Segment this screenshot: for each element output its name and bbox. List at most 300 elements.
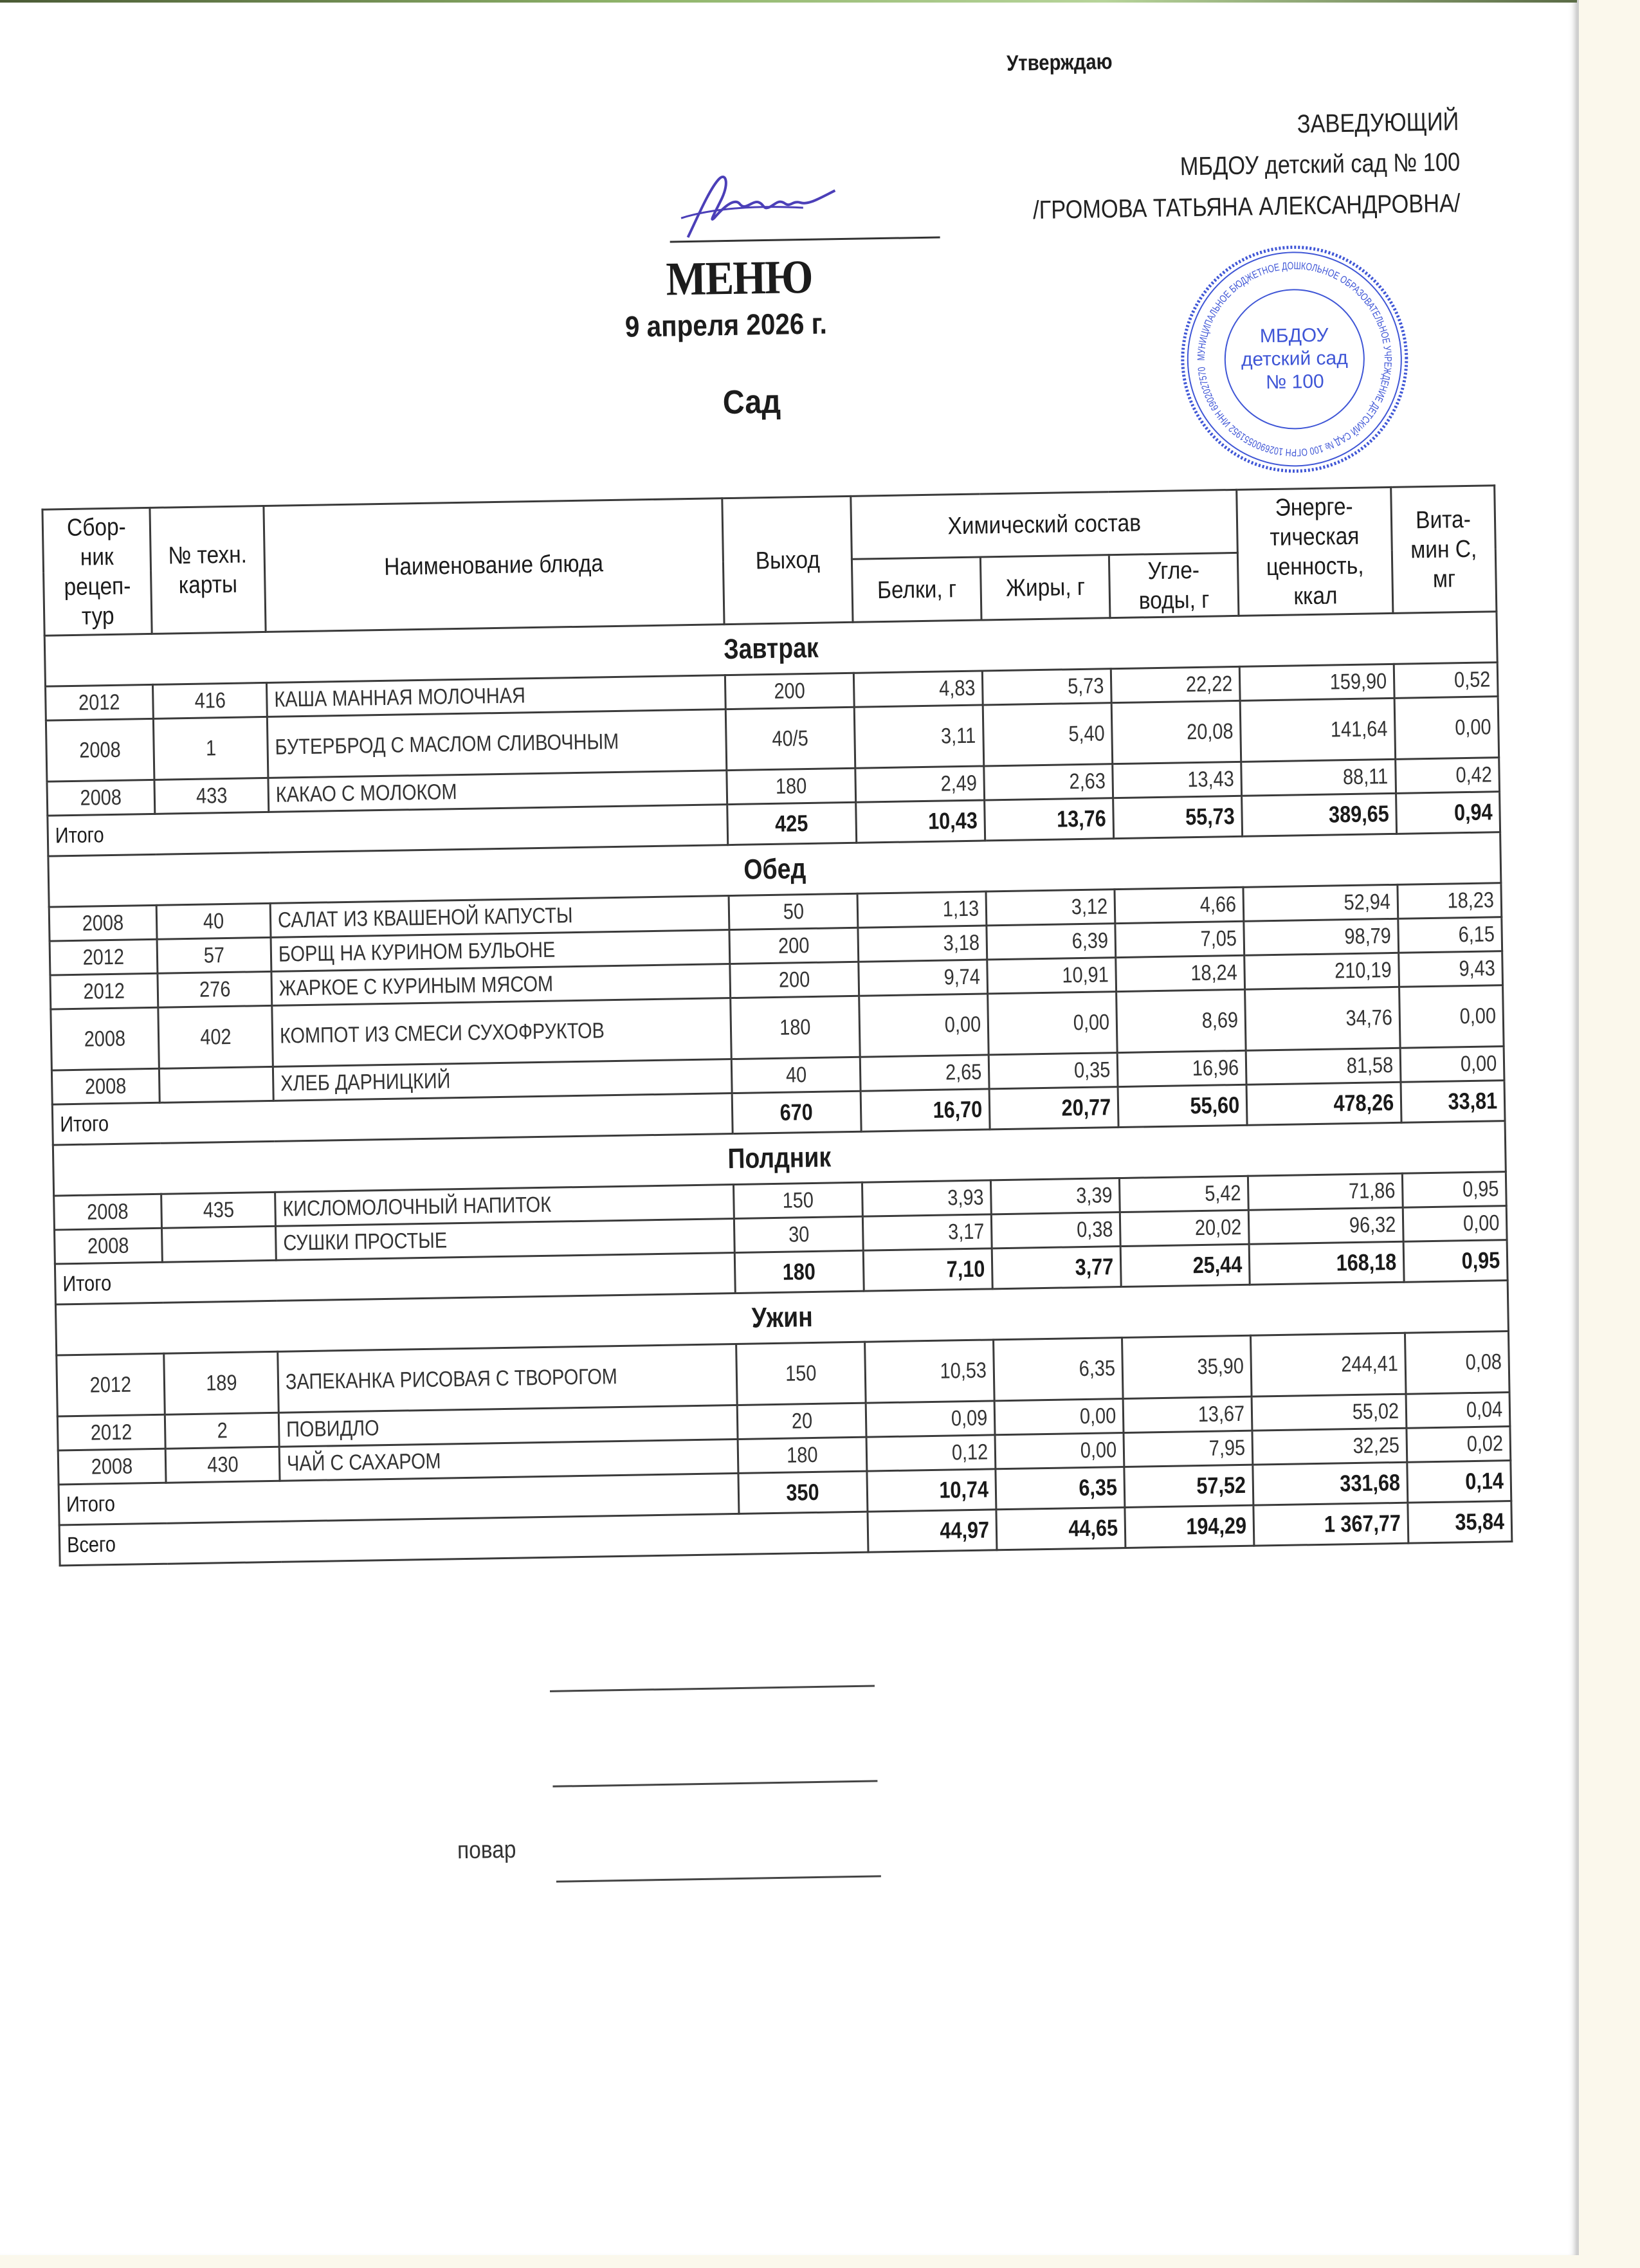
cell-yield bbox=[725, 673, 854, 709]
cell-yield-text: 150 bbox=[785, 1360, 817, 1386]
cell-vitamin-c-text: 0,00 bbox=[1459, 1003, 1497, 1029]
cell-dish-name-text: САЛАТ ИЗ КВАШЕНОЙ КАПУСТЫ bbox=[277, 903, 573, 933]
cell-yield bbox=[733, 1182, 862, 1218]
cell-protein-text: 3,11 bbox=[941, 723, 976, 749]
cell-protein bbox=[859, 960, 988, 996]
total-fat bbox=[985, 798, 1114, 841]
cell-card-no bbox=[159, 1066, 273, 1102]
total-vitamin-c-text: 0,94 bbox=[1453, 798, 1493, 826]
total-energy-text: 331,68 bbox=[1339, 1468, 1401, 1497]
cell-vitamin-c bbox=[1394, 697, 1499, 760]
cell-energy bbox=[1250, 1333, 1406, 1396]
cell-yield bbox=[729, 893, 858, 929]
cell-carbs bbox=[1119, 1176, 1248, 1212]
cell-fat bbox=[988, 992, 1118, 1055]
total-energy bbox=[1253, 1462, 1408, 1505]
total-vitamin-c bbox=[1407, 1461, 1511, 1503]
total-label-text: Итого bbox=[59, 1111, 109, 1137]
cell-card-no-text: 402 bbox=[199, 1024, 232, 1050]
total-label-text: Итого bbox=[66, 1491, 116, 1517]
cell-fat-text: 0,38 bbox=[1076, 1216, 1113, 1242]
header-protein: Белки, г bbox=[852, 557, 981, 622]
cell-vitamin-c-text: 18,23 bbox=[1447, 887, 1495, 913]
cell-card-no bbox=[157, 937, 271, 973]
cell-card-no bbox=[165, 1413, 279, 1449]
cell-card-no bbox=[165, 1447, 280, 1483]
cell-protein-text: 0,12 bbox=[951, 1440, 989, 1465]
cell-yield-text: 20 bbox=[791, 1408, 812, 1434]
cell-energy bbox=[1239, 664, 1394, 700]
cell-carbs-text: 13,43 bbox=[1187, 766, 1234, 792]
cell-vitamin-c-text: 9,43 bbox=[1459, 955, 1495, 981]
cell-protein-text: 10,53 bbox=[940, 1358, 987, 1384]
cell-card-no bbox=[158, 1005, 273, 1068]
cell-collection-text: 2008 bbox=[80, 785, 122, 810]
cell-vitamin-c bbox=[1406, 1393, 1510, 1429]
total-energy bbox=[1249, 1241, 1404, 1285]
menu-date: 9 апреля 2026 г. bbox=[624, 306, 828, 343]
cell-carbs-text: 8,69 bbox=[1201, 1007, 1239, 1033]
cell-yield-text: 150 bbox=[782, 1187, 814, 1213]
total-protein-text: 10,43 bbox=[927, 807, 978, 834]
director-position: ЗАВЕДУЮЩИЙ bbox=[1297, 107, 1460, 139]
cell-card-no-text: 430 bbox=[206, 1452, 239, 1477]
total-energy-text: 389,65 bbox=[1328, 800, 1389, 828]
cell-protein bbox=[862, 1180, 991, 1216]
cell-vitamin-c-text: 0,00 bbox=[1460, 1050, 1497, 1076]
total-protein-text: 16,70 bbox=[933, 1095, 983, 1123]
cell-vitamin-c bbox=[1402, 1172, 1506, 1208]
cell-energy bbox=[1248, 1173, 1403, 1210]
cell-dish-name bbox=[272, 998, 731, 1067]
cell-yield-text: 180 bbox=[775, 773, 807, 799]
cell-collection bbox=[58, 1449, 166, 1485]
grand-total-fat bbox=[996, 1508, 1125, 1550]
total-protein bbox=[863, 1248, 992, 1291]
stamp-center-line: № 100 bbox=[1265, 370, 1324, 394]
cell-vitamin-c bbox=[1405, 1331, 1509, 1395]
cell-energy-text: 159,90 bbox=[1329, 668, 1387, 695]
cell-carbs-text: 35,90 bbox=[1197, 1353, 1244, 1379]
stamp-center-line: МБДОУ bbox=[1259, 324, 1329, 347]
grand-total-vitc-text: 35,84 bbox=[1454, 1508, 1505, 1535]
cell-fat bbox=[986, 890, 1115, 926]
cell-fat-text: 0,00 bbox=[1080, 1437, 1117, 1463]
cell-carbs-text: 18,24 bbox=[1190, 960, 1237, 985]
total-carbs bbox=[1124, 1465, 1253, 1507]
cell-collection-text: 2008 bbox=[87, 1199, 129, 1225]
cell-fat bbox=[987, 924, 1116, 960]
cell-card-no bbox=[152, 682, 267, 718]
cell-collection-text: 2012 bbox=[89, 1372, 132, 1398]
total-vitamin-c-text: 33,81 bbox=[1448, 1087, 1498, 1115]
cell-energy-text: 71,86 bbox=[1348, 1178, 1396, 1203]
cell-fat bbox=[991, 1212, 1120, 1248]
grand-total-fat-text: 44,65 bbox=[1068, 1514, 1118, 1542]
cell-carbs bbox=[1115, 921, 1244, 957]
cell-dish-name-text: БОРЩ НА КУРИНОМ БУЛЬОНЕ bbox=[278, 937, 556, 967]
cell-vitamin-c bbox=[1399, 951, 1503, 987]
cell-collection-text: 2008 bbox=[82, 910, 124, 936]
cell-yield bbox=[725, 707, 855, 770]
group-name: Сад bbox=[722, 383, 781, 422]
cook-signature-line bbox=[556, 1875, 881, 1882]
cell-collection bbox=[47, 780, 155, 816]
cell-vitamin-c bbox=[1407, 1427, 1511, 1463]
cell-yield bbox=[738, 1437, 867, 1473]
cell-carbs bbox=[1111, 700, 1241, 764]
grand-total-protein-text: 44,97 bbox=[940, 1516, 990, 1544]
cell-protein-text: 3,93 bbox=[947, 1185, 984, 1211]
cell-fat-text: 0,00 bbox=[1079, 1403, 1116, 1429]
total-yield bbox=[734, 1250, 864, 1293]
total-fat-text: 13,76 bbox=[1056, 805, 1106, 832]
cell-protein-text: 3,17 bbox=[947, 1219, 985, 1244]
cell-collection-text: 2012 bbox=[90, 1420, 132, 1445]
cell-dish-name-text: ХЛЕБ ДАРНИЦКИЙ bbox=[280, 1068, 451, 1096]
section-title-text: Полдник bbox=[727, 1141, 832, 1175]
total-fat-text: 6,35 bbox=[1078, 1474, 1118, 1501]
grand-total-vitc bbox=[1408, 1501, 1512, 1544]
cell-vitamin-c-text: 0,08 bbox=[1465, 1349, 1502, 1375]
cell-carbs bbox=[1117, 1050, 1246, 1086]
cell-dish-name-text: СУШКИ ПРОСТЫЕ bbox=[283, 1228, 448, 1256]
cell-protein-text: 2,65 bbox=[945, 1059, 982, 1085]
cell-energy bbox=[1243, 884, 1398, 921]
total-protein bbox=[861, 1089, 990, 1131]
cell-vitamin-c bbox=[1396, 758, 1500, 794]
cell-collection bbox=[49, 905, 157, 941]
cell-carbs-text: 13,67 bbox=[1198, 1401, 1245, 1427]
cell-carbs bbox=[1116, 989, 1246, 1052]
total-energy bbox=[1242, 793, 1397, 836]
cell-yield bbox=[731, 996, 861, 1059]
official-stamp bbox=[1177, 241, 1412, 477]
cell-collection bbox=[54, 1194, 162, 1230]
cell-protein-text: 4,83 bbox=[938, 675, 976, 701]
cell-card-no-text: 189 bbox=[205, 1370, 237, 1396]
total-yield-text: 350 bbox=[786, 1478, 820, 1506]
total-label-text: Итого bbox=[62, 1270, 112, 1296]
cell-card-no-text: 1 bbox=[205, 735, 216, 761]
cell-energy bbox=[1252, 1394, 1407, 1431]
organization-name: МБДОУ детский сад № 100 bbox=[1180, 148, 1461, 181]
cell-collection bbox=[57, 1414, 165, 1450]
cell-dish-name bbox=[278, 1344, 737, 1413]
total-protein-text: 7,10 bbox=[946, 1255, 985, 1283]
total-protein-text: 10,74 bbox=[938, 1476, 989, 1503]
total-yield bbox=[727, 802, 857, 845]
total-energy-text: 168,18 bbox=[1336, 1248, 1397, 1276]
signature-line bbox=[550, 1685, 875, 1692]
cell-fat bbox=[984, 764, 1113, 800]
header-dish-name: Наименование блюда bbox=[264, 498, 724, 632]
header-collection: Сбор-ник рецеп-тур bbox=[42, 508, 152, 636]
cell-protein bbox=[859, 994, 989, 1057]
cell-carbs-text: 5,42 bbox=[1204, 1180, 1241, 1206]
total-protein bbox=[856, 800, 985, 843]
cell-dish-name-text: ПОВИДЛО bbox=[286, 1416, 379, 1442]
cell-energy bbox=[1244, 919, 1399, 955]
menu-table bbox=[41, 484, 1513, 1566]
total-vitamin-c bbox=[1403, 1240, 1508, 1283]
total-energy-text: 478,26 bbox=[1333, 1088, 1394, 1117]
cell-dish-name-text: КАКАО С МОЛОКОМ bbox=[275, 780, 457, 807]
cell-fat bbox=[983, 703, 1113, 766]
cell-energy-text: 96,32 bbox=[1349, 1212, 1396, 1238]
total-carbs-text: 25,44 bbox=[1192, 1250, 1243, 1279]
cell-vitamin-c bbox=[1400, 1047, 1504, 1083]
cell-fat-text: 0,00 bbox=[1073, 1009, 1110, 1035]
cell-energy bbox=[1246, 1048, 1401, 1084]
page-title: МЕНЮ bbox=[665, 250, 813, 306]
cook-label: повар bbox=[457, 1836, 516, 1865]
cell-vitamin-c-text: 0,00 bbox=[1462, 1210, 1500, 1236]
total-carbs-text: 55,73 bbox=[1185, 803, 1235, 830]
total-energy bbox=[1246, 1082, 1401, 1125]
cell-collection-text: 2008 bbox=[84, 1074, 127, 1099]
total-yield bbox=[738, 1471, 868, 1514]
cell-vitamin-c-text: 0,95 bbox=[1462, 1176, 1499, 1202]
cell-card-no-text: 57 bbox=[203, 942, 225, 968]
cell-carbs-text: 20,02 bbox=[1194, 1214, 1242, 1240]
cell-fat bbox=[989, 1053, 1118, 1089]
section-title-text: Завтрак bbox=[723, 632, 819, 666]
header-fat: Жиры, г bbox=[980, 555, 1110, 620]
cell-energy-text: 244,41 bbox=[1341, 1351, 1399, 1376]
cell-yield bbox=[727, 768, 856, 804]
section-title-text: Обед bbox=[743, 853, 806, 886]
cell-energy bbox=[1241, 759, 1396, 796]
total-carbs bbox=[1118, 1084, 1247, 1127]
cell-carbs bbox=[1111, 666, 1240, 702]
total-fat-text: 3,77 bbox=[1075, 1253, 1114, 1281]
cell-protein bbox=[855, 766, 985, 802]
signature-line bbox=[552, 1780, 877, 1787]
total-carbs bbox=[1113, 796, 1243, 838]
cell-collection-text: 2012 bbox=[78, 690, 120, 715]
cell-card-no bbox=[154, 778, 269, 814]
grand-total-energy-text: 1 367,77 bbox=[1324, 1509, 1401, 1537]
cell-carbs-text: 4,66 bbox=[1199, 892, 1237, 917]
total-yield bbox=[732, 1091, 861, 1133]
cell-fat-text: 6,39 bbox=[1071, 928, 1109, 953]
cell-fat bbox=[982, 669, 1111, 705]
cell-dish-name-text: ЗАПЕКАНКА РИСОВАЯ С ТВОРОГОМ bbox=[285, 1364, 618, 1395]
cell-carbs-text: 7,05 bbox=[1200, 926, 1237, 951]
cell-yield bbox=[737, 1403, 866, 1439]
cell-protein-text: 1,13 bbox=[942, 896, 979, 922]
cell-energy-text: 55,02 bbox=[1352, 1398, 1399, 1424]
cell-collection bbox=[57, 1353, 165, 1416]
handwritten-signature bbox=[674, 167, 868, 241]
header-energy: Энерге-тическая ценность, ккал bbox=[1237, 487, 1393, 616]
total-yield-text: 180 bbox=[782, 1257, 816, 1285]
cell-vitamin-c-text: 0,02 bbox=[1466, 1431, 1504, 1456]
cell-energy bbox=[1244, 953, 1399, 989]
cell-card-no bbox=[161, 1192, 276, 1228]
section-title-text: Ужин bbox=[751, 1301, 813, 1334]
cell-carbs bbox=[1113, 762, 1242, 798]
grand-total-label-text: Всего bbox=[66, 1532, 116, 1557]
total-fat bbox=[992, 1247, 1121, 1289]
cell-collection bbox=[50, 939, 158, 975]
cell-yield-text: 40/5 bbox=[772, 726, 809, 751]
menu-table-body bbox=[44, 612, 1512, 1566]
cell-protein-text: 9,74 bbox=[943, 964, 981, 990]
cell-collection-text: 2008 bbox=[91, 1454, 133, 1479]
cell-fat-text: 10,91 bbox=[1062, 962, 1109, 988]
cell-protein-text: 2,49 bbox=[940, 771, 978, 796]
cell-fat-text: 2,63 bbox=[1069, 768, 1106, 794]
cell-dish-name-text: КОМПОТ ИЗ СМЕСИ СУХОФРУКТОВ bbox=[279, 1018, 605, 1048]
total-fat bbox=[989, 1087, 1118, 1129]
total-carbs-text: 55,60 bbox=[1190, 1091, 1240, 1119]
cell-carbs bbox=[1120, 1210, 1249, 1246]
cell-card-no-text: 416 bbox=[194, 688, 226, 713]
cell-protein bbox=[865, 1340, 995, 1403]
cell-protein bbox=[854, 705, 984, 768]
cell-collection-text: 2008 bbox=[87, 1233, 129, 1259]
cell-energy bbox=[1240, 698, 1396, 762]
cell-vitamin-c bbox=[1398, 883, 1502, 919]
cell-energy bbox=[1245, 987, 1401, 1050]
cell-protein bbox=[853, 671, 983, 707]
header-card-no: № техн. карты bbox=[150, 506, 266, 634]
cell-vitamin-c bbox=[1399, 985, 1504, 1048]
cell-yield bbox=[734, 1216, 863, 1252]
grand-total-protein bbox=[868, 1510, 997, 1552]
cell-yield bbox=[730, 962, 859, 998]
cell-vitamin-c-text: 0,04 bbox=[1466, 1396, 1503, 1422]
stamp-center-line: детский сад bbox=[1241, 347, 1348, 370]
header-chemical-composition: Химический состав bbox=[851, 489, 1238, 559]
total-label-text: Итого bbox=[55, 822, 104, 848]
cell-collection bbox=[46, 718, 154, 782]
cell-carbs-text: 20,08 bbox=[1186, 718, 1234, 744]
total-protein bbox=[867, 1469, 996, 1512]
cell-dish-name-text: БУТЕРБРОД С МАСЛОМ СЛИВОЧНЫМ bbox=[275, 729, 619, 760]
cell-yield bbox=[729, 928, 859, 964]
cell-card-no bbox=[153, 717, 268, 780]
cell-card-no bbox=[164, 1351, 279, 1414]
cell-energy-text: 34,76 bbox=[1345, 1005, 1393, 1030]
cell-collection-text: 2012 bbox=[82, 944, 125, 970]
cell-vitamin-c bbox=[1394, 663, 1498, 699]
svg-text:МУНИЦИПАЛЬНОЕ БЮДЖЕТНОЕ ДОШКОЛ bbox=[1194, 259, 1394, 459]
cell-protein-text: 3,18 bbox=[943, 930, 980, 956]
cell-carbs bbox=[1123, 1396, 1252, 1432]
cell-yield-text: 40 bbox=[785, 1062, 807, 1088]
cell-protein bbox=[857, 892, 987, 928]
cell-carbs bbox=[1116, 955, 1245, 991]
cell-card-no-text: 276 bbox=[199, 976, 231, 1002]
cell-energy-text: 141,64 bbox=[1330, 716, 1388, 742]
total-carbs bbox=[1120, 1244, 1250, 1286]
cell-dish-name bbox=[267, 709, 726, 778]
total-fat bbox=[996, 1467, 1125, 1510]
cell-card-no bbox=[156, 903, 271, 939]
cell-vitamin-c-text: 6,15 bbox=[1458, 921, 1495, 947]
cell-yield-text: 200 bbox=[774, 678, 806, 704]
cell-dish-name-text: КИСЛОМОЛОЧНЫЙ НАПИТОК bbox=[282, 1192, 552, 1221]
grand-total-energy bbox=[1253, 1503, 1408, 1546]
cell-carbs-text: 22,22 bbox=[1185, 671, 1233, 697]
director-name: /ГРОМОВА ТАТЬЯНА АЛЕКСАНДРОВНА/ bbox=[1033, 189, 1461, 225]
cell-vitamin-c-text: 0,52 bbox=[1453, 666, 1491, 692]
cell-collection bbox=[55, 1228, 163, 1264]
cell-energy-text: 32,25 bbox=[1353, 1432, 1400, 1458]
cell-card-no-text: 433 bbox=[196, 783, 228, 809]
cell-carbs bbox=[1122, 1335, 1252, 1398]
cell-yield bbox=[736, 1342, 866, 1405]
cell-dish-name-text: ЖАРКОЕ С КУРИНЫМ МЯСОМ bbox=[278, 971, 554, 1001]
cell-yield-text: 30 bbox=[788, 1221, 810, 1247]
cell-energy bbox=[1248, 1207, 1403, 1244]
cell-yield bbox=[731, 1057, 861, 1093]
cell-yield-text: 50 bbox=[783, 899, 804, 924]
cell-collection-text: 2008 bbox=[84, 1026, 126, 1052]
total-carbs-text: 57,52 bbox=[1196, 1471, 1246, 1499]
cell-card-no-text: 40 bbox=[203, 908, 224, 934]
header-yield: Выход bbox=[722, 496, 853, 624]
stamp-ring-graphic bbox=[1177, 241, 1412, 477]
cell-fat-text: 3,12 bbox=[1071, 893, 1108, 919]
cell-fat-text: 6,35 bbox=[1079, 1355, 1116, 1381]
total-fat-text: 20,77 bbox=[1061, 1093, 1111, 1121]
total-yield-text: 425 bbox=[775, 810, 809, 837]
cell-fat-text: 0,35 bbox=[1073, 1057, 1111, 1083]
cell-vitamin-c-text: 0,42 bbox=[1455, 762, 1492, 787]
total-vitamin-c bbox=[1401, 1081, 1505, 1123]
cell-collection bbox=[51, 1007, 159, 1070]
cell-energy-text: 98,79 bbox=[1344, 923, 1392, 949]
cell-fat bbox=[990, 1178, 1120, 1214]
cell-collection bbox=[51, 1068, 159, 1104]
cell-vitamin-c bbox=[1403, 1206, 1507, 1242]
cell-energy bbox=[1252, 1428, 1407, 1465]
cell-collection bbox=[50, 973, 158, 1009]
cell-fat-text: 5,73 bbox=[1067, 673, 1104, 699]
header-carbs: Угле-воды, г bbox=[1109, 553, 1239, 617]
cell-protein-text: 0,00 bbox=[944, 1012, 981, 1038]
cell-fat-text: 5,40 bbox=[1068, 720, 1105, 746]
cell-energy-text: 52,94 bbox=[1344, 889, 1391, 915]
cell-protein-text: 0,09 bbox=[951, 1405, 988, 1431]
cell-carbs-text: 16,96 bbox=[1192, 1055, 1239, 1081]
cell-carbs-text: 7,95 bbox=[1208, 1435, 1246, 1461]
cell-fat bbox=[987, 958, 1116, 994]
cell-fat bbox=[995, 1433, 1124, 1469]
header-vitamin-c: Вита-мин С, мг bbox=[1391, 486, 1497, 614]
cell-collection-text: 2012 bbox=[83, 978, 125, 1004]
cell-energy-text: 88,11 bbox=[1343, 764, 1389, 789]
total-yield-text: 670 bbox=[779, 1098, 814, 1126]
cell-yield-text: 180 bbox=[779, 1014, 811, 1040]
approve-label: Утверждаю bbox=[1006, 50, 1113, 76]
cell-dish-name-text: КАША МАННАЯ МОЛОЧНАЯ bbox=[274, 683, 526, 712]
cell-fat bbox=[994, 1338, 1124, 1401]
cell-carbs bbox=[1115, 887, 1244, 923]
cell-card-no-text: 435 bbox=[203, 1197, 234, 1223]
signature-line bbox=[670, 236, 940, 242]
cell-protein bbox=[860, 1055, 989, 1091]
cell-yield-text: 200 bbox=[778, 967, 810, 992]
cell-vitamin-c bbox=[1398, 917, 1502, 953]
stamp-ring-text: МУНИЦИПАЛЬНОЕ БЮДЖЕТНОЕ ДОШКОЛЬНОЕ ОБРАЗОВАТЕЛЬНОЕ УЧРЕЖДЕНИЕ ДЕТСКИЙ САД № 100 ОГРН 1026900551952 ИНН 6902027570 bbox=[1196, 261, 1393, 458]
cell-collection-text: 2008 bbox=[79, 737, 122, 763]
cell-yield-text: 180 bbox=[787, 1442, 818, 1468]
